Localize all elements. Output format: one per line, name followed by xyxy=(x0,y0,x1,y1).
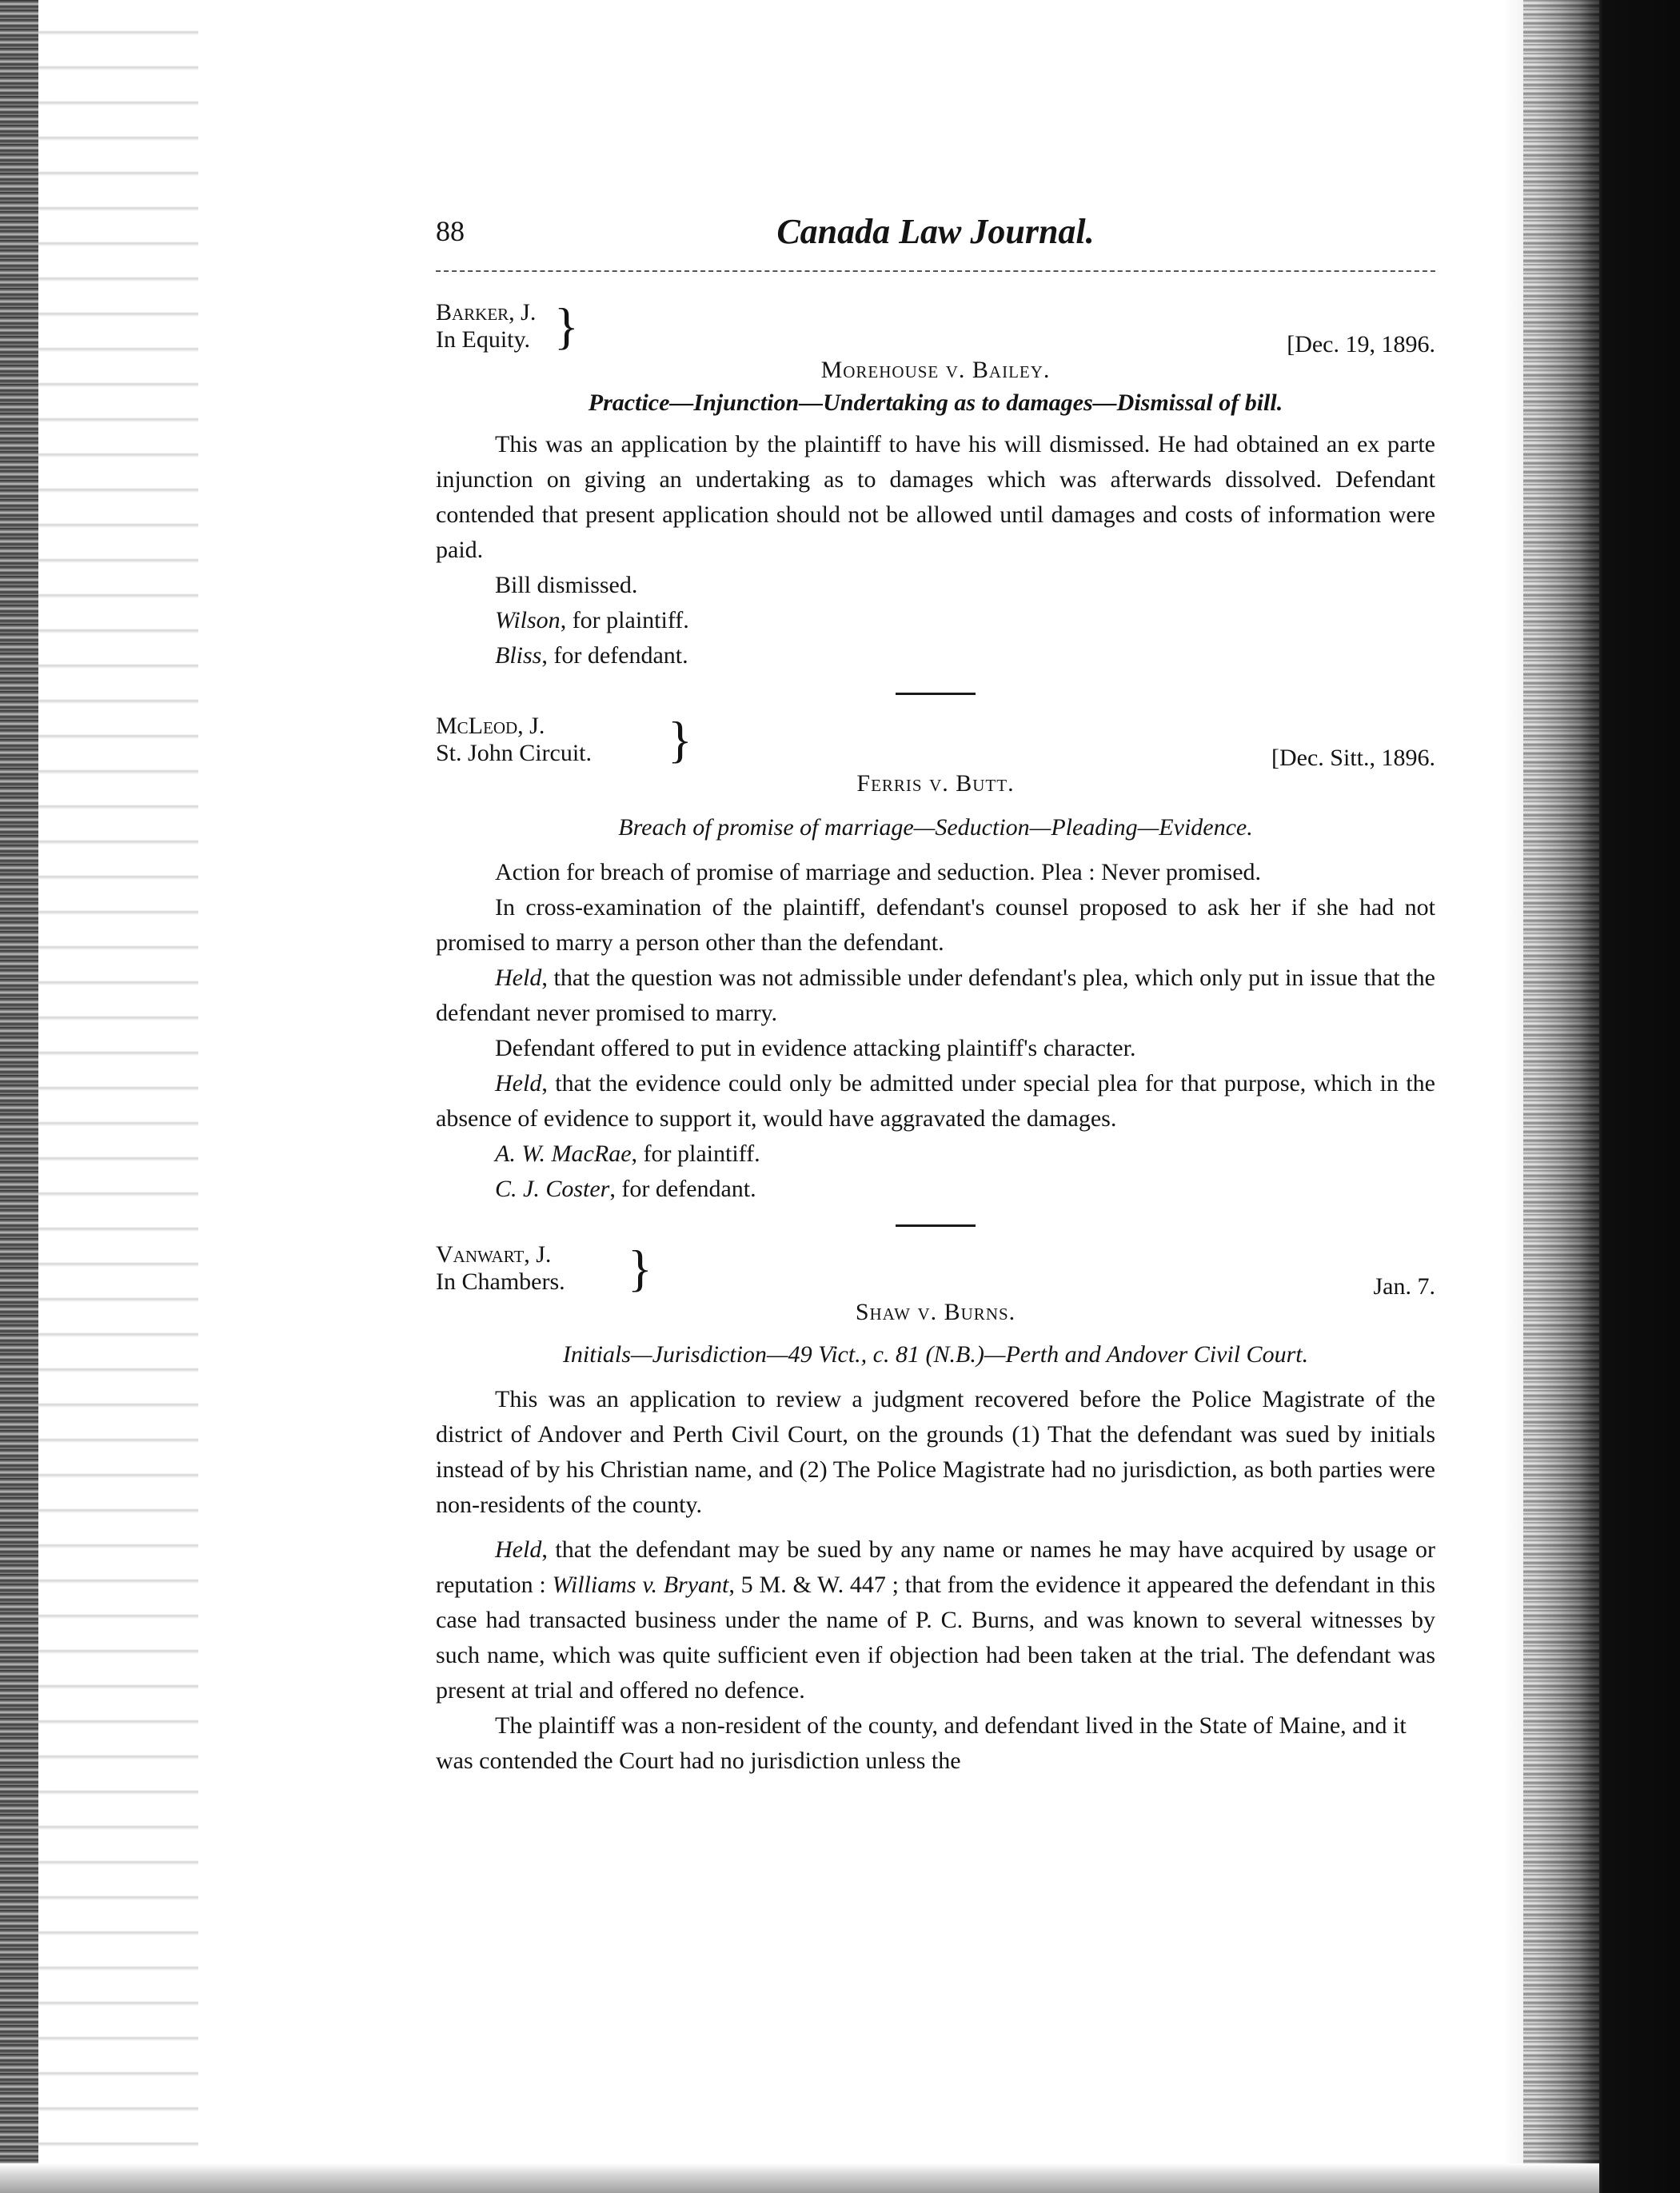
case-headnote: Practice—Injunction—Undertaking as to damages—Dismissal of bill. xyxy=(588,389,1283,416)
case-header-3 xyxy=(436,1241,1435,1328)
counsel-role: , for defendant. xyxy=(609,1176,756,1202)
journal-title: Canada Law Journal. xyxy=(776,212,1095,251)
court-info xyxy=(436,299,536,354)
counsel-role: , for plaintiff. xyxy=(560,607,689,633)
held-text: , that the defendant may be sued by any name or names he may have acquired by usage or reputation : xyxy=(436,1536,1435,1598)
held-text: , that the question was not admissible under defendant's plea, which only put in issue that the defendant never promised to marry. xyxy=(436,965,1435,1026)
case-paragraph: Action for breach of promise of marriage and seduction. Plea : Never promised. xyxy=(495,859,1262,885)
case-title: Morehouse v. Bailey. xyxy=(820,357,1051,383)
held-text: , that the evidence could only be admitted under special plea for that purpose, which in the absence of evidence to support it, would have aggravated the damages. xyxy=(436,1070,1435,1132)
held-label: Held xyxy=(495,1070,542,1096)
header-rule xyxy=(436,270,1435,272)
case-date: [Dec. Sitt., 1896. xyxy=(1271,745,1435,771)
held-label: Held xyxy=(495,965,542,991)
case-headnote: Initials—Jurisdiction—49 Vict., c. 81 (N.B.)—Perth and Andover Civil Court. xyxy=(562,1341,1309,1368)
case-title: Shaw v. Burns. xyxy=(855,1299,1016,1325)
scan-left-edge xyxy=(0,0,38,2193)
running-head xyxy=(436,214,1435,264)
counsel-line xyxy=(436,638,1435,673)
court-name: In Chambers. xyxy=(436,1268,565,1295)
scan-right-speckle xyxy=(1523,0,1599,2193)
counsel-name: Bliss xyxy=(495,642,542,669)
held-text: , 5 M. & W. 447 ; that from the evidence it appeared the defendant in this case had transacted business under the name of P. C. Burns, and was known to several witnesses by such name, which was quite sufficient even if objection had been taken at the trial. The defendant was present at trial and offered no defence. xyxy=(436,1572,1435,1704)
held-label: Held xyxy=(495,1536,542,1563)
page-content xyxy=(436,214,1435,1779)
brace-icon: } xyxy=(668,711,692,768)
counsel-name: A. W. MacRae xyxy=(495,1140,632,1167)
brace-icon: } xyxy=(554,298,579,354)
counsel-role: , for defendant. xyxy=(541,642,688,669)
page-number: 88 xyxy=(436,215,465,247)
counsel-line xyxy=(436,603,1435,638)
section-divider xyxy=(896,693,976,695)
counsel-role: , for plaintiff. xyxy=(631,1140,760,1167)
counsel-name: C. J. Coster xyxy=(495,1176,610,1202)
case-paragraph xyxy=(436,1066,1435,1136)
case-paragraph xyxy=(436,961,1435,1031)
scan-left-bleedthrough xyxy=(38,0,198,2193)
case-header-1 xyxy=(436,299,1435,385)
court-info xyxy=(436,713,592,767)
case-paragraph xyxy=(436,1532,1435,1708)
brace-icon: } xyxy=(628,1240,652,1296)
case-title: Ferris v. Butt. xyxy=(856,770,1015,797)
court-info xyxy=(436,1241,565,1296)
judge-name: Barker, J. xyxy=(436,299,537,326)
scan-bottom-edge xyxy=(0,2163,1599,2193)
case-headnote: Breach of promise of marriage—Seduction—Pleading—Evidence. xyxy=(618,814,1253,841)
counsel-line xyxy=(436,1172,1435,1207)
case-date: [Dec. 19, 1896. xyxy=(1287,331,1435,358)
judge-name: McLeod, J. xyxy=(436,713,545,739)
court-name: St. John Circuit. xyxy=(436,740,593,766)
judge-name: Vanwart, J. xyxy=(436,1241,552,1268)
case-paragraph: Bill dismissed. xyxy=(495,572,638,598)
case-paragraph: Defendant offered to put in evidence attacking plaintiff's character. xyxy=(495,1035,1136,1061)
citation-case: Williams v. Bryant xyxy=(552,1572,729,1598)
counsel-line xyxy=(436,1136,1435,1172)
case-paragraph: The plaintiff was a non-resident of the county, and defendant lived in the State of Maine, and it was contended the Court had no jurisdiction unless the xyxy=(436,1712,1407,1774)
case-header-2 xyxy=(436,713,1435,799)
counsel-name: Wilson xyxy=(495,607,561,633)
section-divider xyxy=(896,1224,976,1227)
court-name: In Equity. xyxy=(436,326,531,353)
case-paragraph: In cross-examination of the plaintiff, defendant's counsel proposed to ask her if she had not promised to marry a person other than the defendant. xyxy=(436,894,1435,956)
case-paragraph: This was an application by the plaintiff to have his will dismissed. He had obtained an ex parte injunction on giving an undertaking as to damages which was afterwards dissolved. Defendant contended that present application should not be allowed until damages and costs of information were paid. xyxy=(436,431,1435,563)
case-date: Jan. 7. xyxy=(1373,1273,1435,1300)
case-paragraph: This was an application to review a judgment recovered before the Police Magistrate of the district of Andover and Perth Civil Court, on the grounds (1) That the defendant was sued by initials instead of by his Christian name, and (2) The Police Magistrate had no jurisdiction, as both parties were non-residents of the county. xyxy=(436,1386,1435,1518)
